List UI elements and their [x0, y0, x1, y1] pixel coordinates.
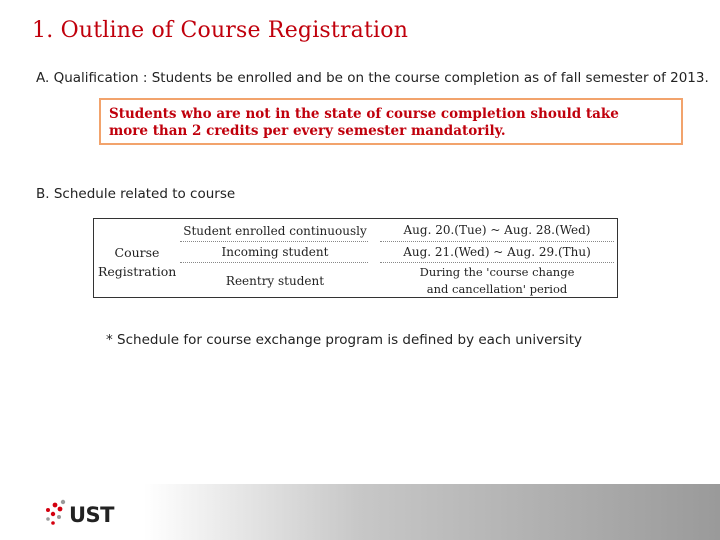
notice-line-1: Students who are not in the state of course completion should take — [109, 106, 619, 122]
row-date-continuous: Aug. 20.(Tue) ~ Aug. 28.(Wed) — [403, 223, 591, 237]
row-date-reentry-2: and cancellation' period — [426, 282, 568, 296]
row-divider — [380, 262, 614, 263]
footnote: * Schedule for course exchange program is defined by each university — [106, 332, 583, 348]
label-line-2: Registration — [98, 264, 177, 279]
row-divider — [380, 241, 614, 242]
course-registration-label — [98, 243, 176, 281]
notice-box — [99, 98, 683, 145]
row-date-reentry-1: During the 'course change — [419, 265, 575, 279]
qualification-text: A. Qualification : Students be enrolled and be on the course completion as of fall semester of 2013. — [36, 70, 709, 86]
label-line-1: Course — [114, 245, 160, 260]
ust-logo — [45, 493, 135, 533]
row-date-incoming: Aug. 21.(Wed) ~ Aug. 29.(Thu) — [403, 245, 591, 259]
notice-line-2: more than 2 credits per every semester mandatorily. — [109, 123, 506, 139]
row-type-continuous: Student enrolled continuously — [183, 224, 367, 238]
logo-dots-icon — [45, 499, 71, 529]
row-divider — [180, 241, 368, 242]
schedule-table — [93, 218, 618, 298]
schedule-heading: B. Schedule related to course — [36, 186, 236, 202]
row-type-reentry: Reentry student — [225, 274, 325, 288]
row-divider — [180, 262, 368, 263]
slide-title: 1. Outline of Course Registration — [32, 18, 409, 43]
row-type-incoming: Incoming student — [221, 245, 329, 259]
logo-text: UST — [69, 503, 115, 527]
